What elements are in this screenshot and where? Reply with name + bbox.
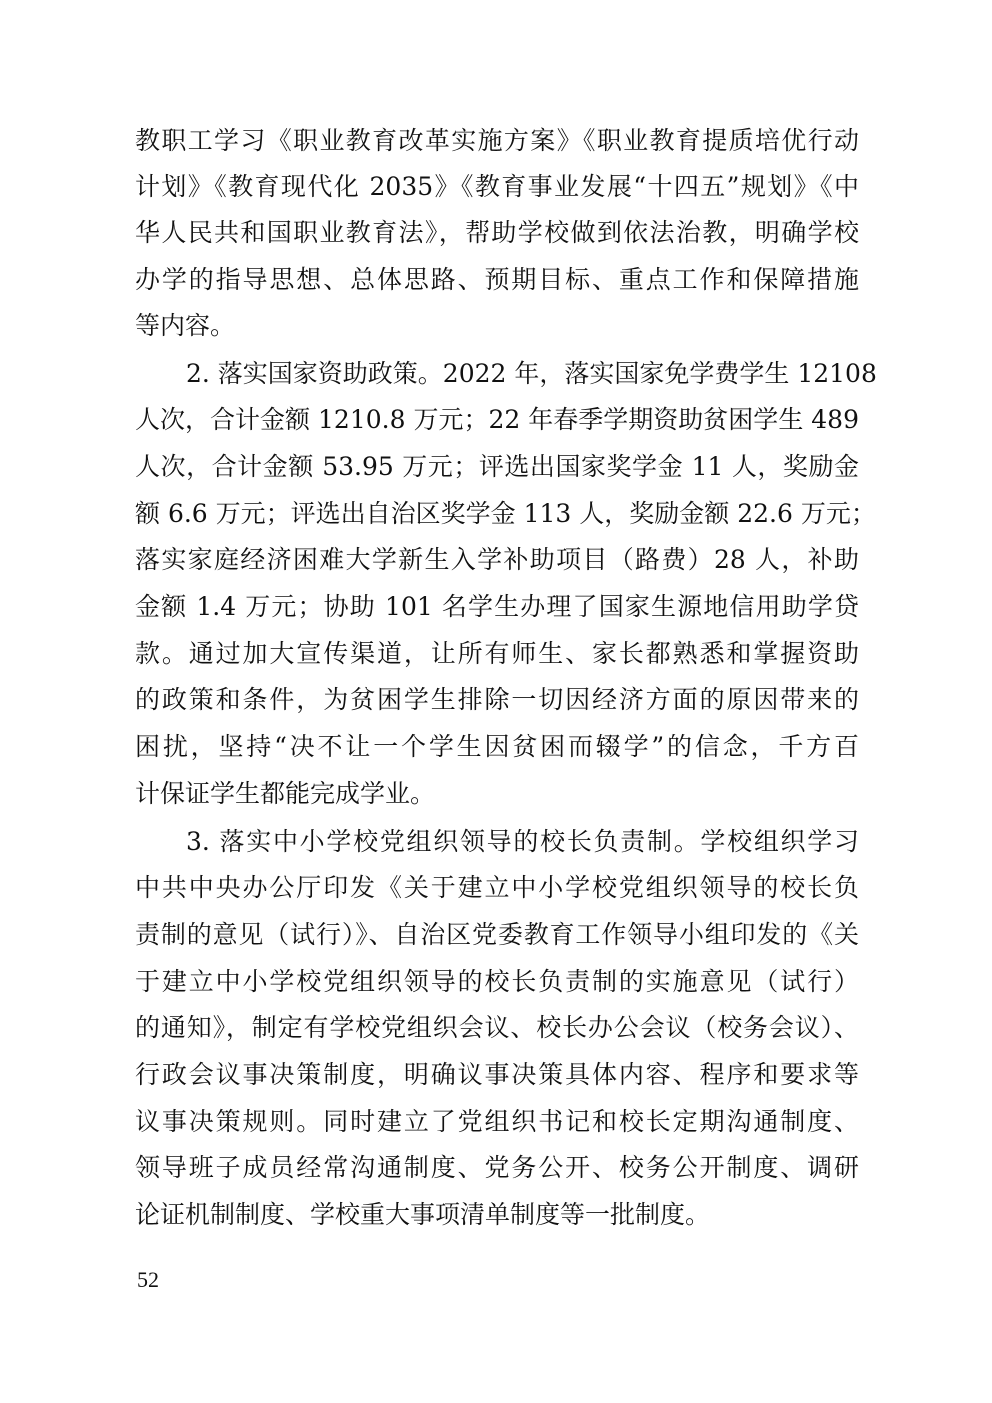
- text-line: 人次，合计金额 1210.8 万元；22 年春季学期资助贫困学生 489: [135, 405, 859, 434]
- text-line: 办学的指导思想、总体思路、预期目标、重点工作和保障措施: [135, 265, 859, 294]
- text-line: 议事决策规则。同时建立了党组织书记和校长定期沟通制度、: [135, 1107, 859, 1136]
- text-line: 教职工学习《职业教育改革实施方案》《职业教育提质培优行动: [135, 126, 859, 155]
- text-line: 的通知》，制定有学校党组织会议、校长办公会议（校务会议）、: [135, 1013, 859, 1042]
- text-line: 中共中央办公厅印发《关于建立中小学校党组织领导的校长负: [135, 873, 859, 902]
- text-line: 金额 1.4 万元；协助 101 名学生办理了国家生源地信用助学贷: [135, 592, 859, 621]
- text-line: 等内容。: [135, 311, 236, 340]
- text-line: 困扰，坚持“决不让一个学生因贫困而辍学”的信念，千方百: [135, 732, 859, 761]
- text-line: 的政策和条件，为贫困学生排除一切因经济方面的原因带来的: [135, 685, 859, 714]
- text-line: 计保证学生都能完成学业。: [135, 779, 436, 808]
- text-line: 人次，合计金额 53.95 万元；评选出国家奖学金 11 人，奖励金: [135, 452, 859, 481]
- page-number: 52: [137, 1267, 159, 1292]
- text-line: 额 6.6 万元；评选出自治区奖学金 113 人，奖励金额 22.6 万元；: [135, 499, 876, 528]
- paragraph-start-line: 2. 落实国家资助政策。2022 年，落实国家免学费学生 12108: [186, 359, 877, 388]
- text-line: 落实家庭经济困难大学新生入学补助项目（路费）28 人，补助: [135, 545, 859, 574]
- text-line: 款。通过加大宣传渠道，让所有师生、家长都熟悉和掌握资助: [135, 639, 859, 668]
- text-line: 行政会议事决策制度，明确议事决策具体内容、程序和要求等: [135, 1060, 859, 1089]
- text-line: 论证机制制度、学校重大事项清单制度等一批制度。: [135, 1200, 711, 1229]
- text-line: 计划》《教育现代化 2035》《教育事业发展“十四五”规划》《中: [135, 172, 859, 201]
- text-line: 责制的意见（试行）》、自治区党委教育工作领导小组印发的《关: [135, 920, 859, 949]
- text-line: 领导班子成员经常沟通制度、党务公开、校务公开制度、调研: [135, 1153, 859, 1182]
- text-line: 于建立中小学校党组织领导的校长负责制的实施意见（试行）: [135, 967, 859, 996]
- text-line: 华人民共和国职业教育法》，帮助学校做到依法治教，明确学校: [135, 218, 859, 247]
- paragraph-start-line: 3. 落实中小学校党组织领导的校长负责制。学校组织学习: [186, 827, 859, 856]
